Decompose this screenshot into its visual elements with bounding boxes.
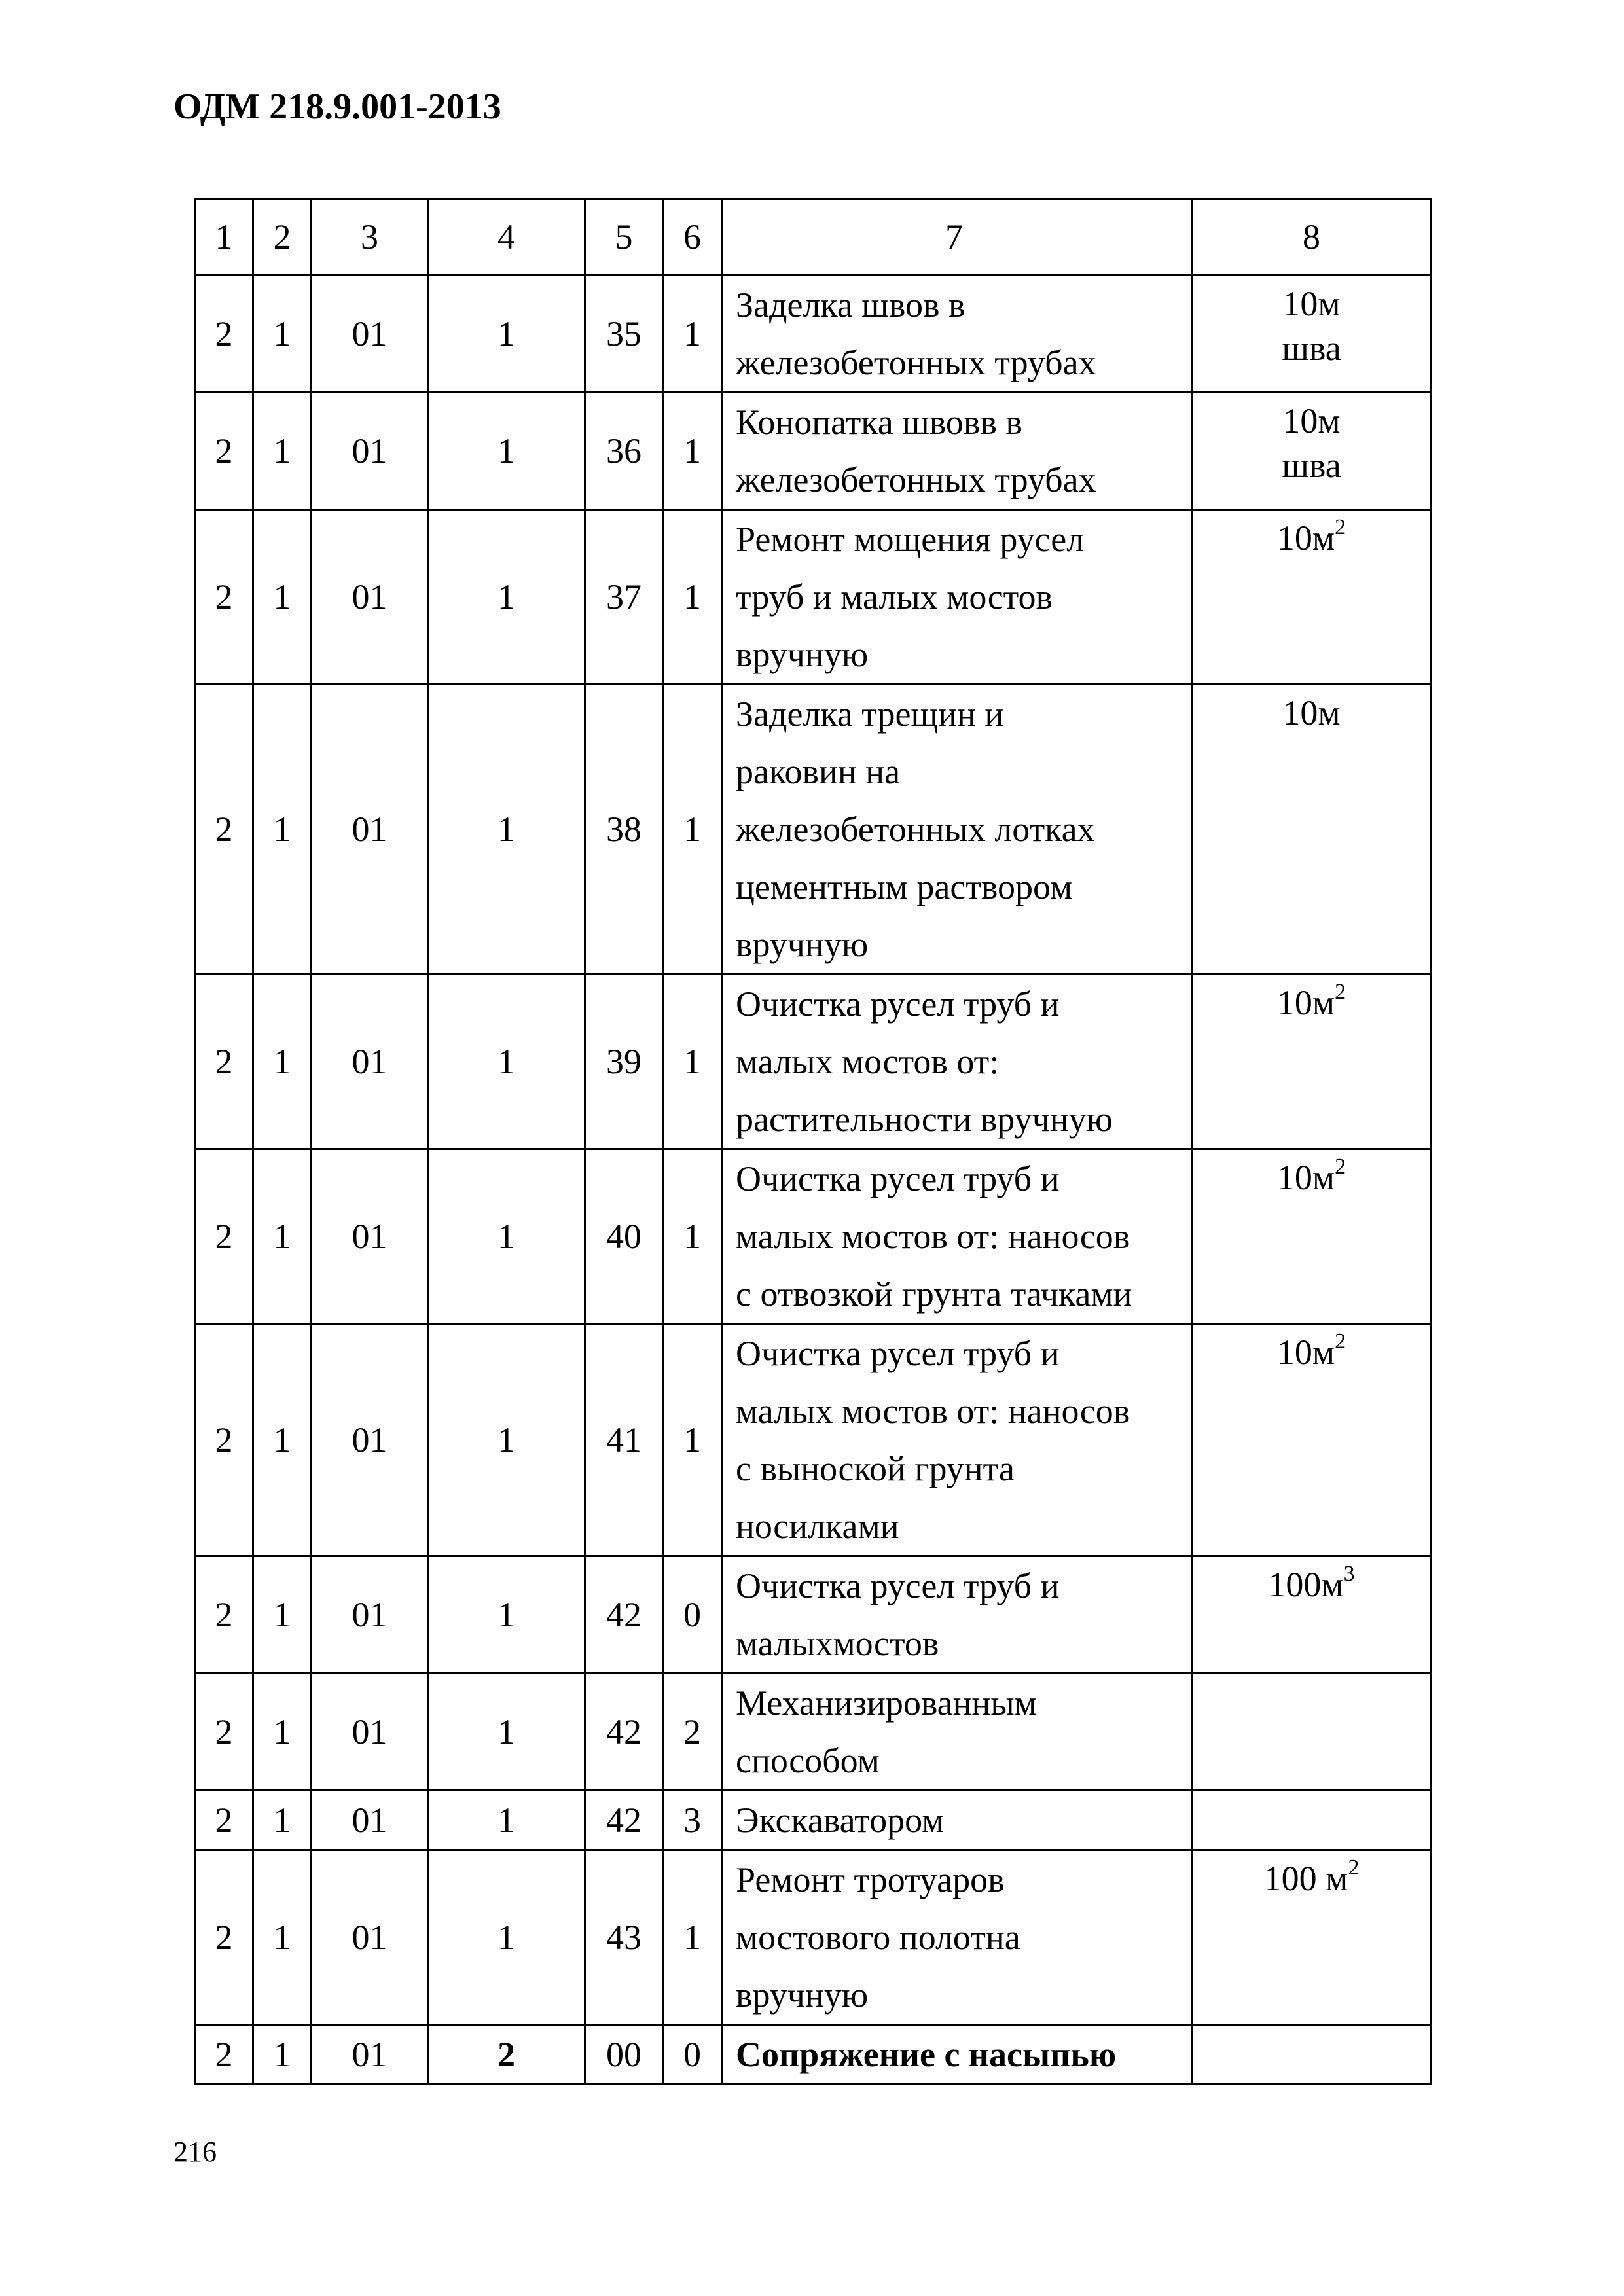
cell-col-2: 1 <box>253 1556 312 1674</box>
cell-col-6: 1 <box>663 1149 722 1324</box>
cell-col-3: 01 <box>312 975 428 1149</box>
cell-col-5: 42 <box>585 1556 663 1674</box>
cell-col-4: 1 <box>428 1556 585 1674</box>
cell-col-5: 38 <box>585 685 663 975</box>
header-cell-2: 2 <box>253 199 312 276</box>
cell-col-2: 1 <box>253 510 312 685</box>
description-line: железобетонных трубах <box>736 343 1096 382</box>
cell-description <box>722 393 1192 510</box>
cell-col-4: 1 <box>428 393 585 510</box>
cell-col-4: 2 <box>428 2025 585 2085</box>
cell-col-3: 01 <box>312 1149 428 1324</box>
description-line: Конопатка швовв в <box>736 403 1022 442</box>
description-line: с выноской грунта <box>736 1449 1015 1488</box>
cell-col-5: 42 <box>585 1791 663 1850</box>
unit-exponent: 2 <box>1335 980 1346 1004</box>
cell-col-1: 2 <box>195 510 253 685</box>
cell-col-1: 2 <box>195 685 253 975</box>
cell-description <box>722 975 1192 1149</box>
cell-unit <box>1192 1324 1432 1556</box>
description-line: железобетонных трубах <box>736 460 1096 499</box>
cell-col-6: 3 <box>663 1791 722 1850</box>
description-line: Очистка русел труб и <box>736 1566 1060 1605</box>
cell-col-1: 2 <box>195 975 253 1149</box>
description-line: Механизированным <box>736 1683 1037 1723</box>
description-line: носилками <box>736 1507 899 1546</box>
cell-col-2: 1 <box>253 1791 312 1850</box>
header-cell-5: 5 <box>585 199 663 276</box>
unit-exponent: 2 <box>1335 1329 1346 1354</box>
description-line: Сопряжение с насыпью <box>736 2035 1117 2074</box>
cell-col-3: 01 <box>312 1674 428 1791</box>
cell-col-4: 1 <box>428 1850 585 2025</box>
table-row <box>195 2025 1432 2085</box>
cell-col-3: 01 <box>312 1850 428 2025</box>
table-row <box>195 685 1432 975</box>
cell-col-3: 01 <box>312 1324 428 1556</box>
header-cell-3: 3 <box>312 199 428 276</box>
unit-base: 100 м <box>1263 1859 1348 1898</box>
cell-col-2: 1 <box>253 1674 312 1791</box>
cell-description <box>722 1791 1192 1850</box>
table-row <box>195 276 1432 393</box>
header-cell-8: 8 <box>1192 199 1432 276</box>
cell-col-4: 1 <box>428 510 585 685</box>
cell-unit <box>1192 1850 1432 2025</box>
table-row <box>195 1324 1432 1556</box>
description-line: малых мостов от: наносов <box>736 1391 1130 1431</box>
unit-exponent: 2 <box>1348 1856 1360 1880</box>
cell-col-1: 2 <box>195 1556 253 1674</box>
header-cell-1: 1 <box>195 199 253 276</box>
description-line: Экскаватором <box>736 1801 945 1840</box>
table-row <box>195 393 1432 510</box>
cell-col-5: 00 <box>585 2025 663 2085</box>
cell-col-6: 1 <box>663 1850 722 2025</box>
cell-description <box>722 2025 1192 2085</box>
cell-description <box>722 685 1192 975</box>
description-line: железобетонных лотках <box>736 810 1095 849</box>
cell-col-1: 2 <box>195 1324 253 1556</box>
table-row <box>195 975 1432 1149</box>
unit-exponent: 2 <box>1335 1155 1346 1179</box>
cell-description <box>722 1324 1192 1556</box>
cell-col-5: 36 <box>585 393 663 510</box>
cell-col-6: 2 <box>663 1674 722 1791</box>
cell-col-3: 01 <box>312 685 428 975</box>
cell-col-6: 1 <box>663 1324 722 1556</box>
cell-col-4: 1 <box>428 1674 585 1791</box>
cell-col-3: 01 <box>312 510 428 685</box>
cell-unit <box>1192 510 1432 685</box>
cell-col-3: 01 <box>312 393 428 510</box>
cell-unit <box>1192 1674 1432 1791</box>
unit-base: 10м <box>1276 983 1335 1022</box>
unit-line <box>1193 516 1430 560</box>
cell-col-1: 2 <box>195 2025 253 2085</box>
unit-exponent: 2 <box>1335 515 1346 539</box>
cell-col-2: 1 <box>253 276 312 393</box>
unit-line <box>1193 1562 1430 1607</box>
cell-unit <box>1192 2025 1432 2085</box>
cell-unit <box>1192 1149 1432 1324</box>
cell-col-1: 2 <box>195 393 253 510</box>
unit-line <box>1193 1155 1430 1200</box>
description-line: с отвозкой грунта тачками <box>736 1274 1132 1314</box>
table-row <box>195 1850 1432 2025</box>
description-line: вручную <box>736 925 869 964</box>
cell-col-2: 1 <box>253 1149 312 1324</box>
cell-col-4: 1 <box>428 1791 585 1850</box>
cell-description <box>722 510 1192 685</box>
unit-line: 10м <box>1282 284 1341 323</box>
description-line: цементным раствором <box>736 867 1073 906</box>
cell-col-2: 1 <box>253 2025 312 2085</box>
cell-unit <box>1192 393 1432 510</box>
table-header-row <box>195 199 1432 276</box>
description-line: труб и малых мостов <box>736 577 1053 617</box>
cell-col-2: 1 <box>253 393 312 510</box>
description-line: вручную <box>736 1975 869 2015</box>
cell-col-4: 1 <box>428 685 585 975</box>
cell-col-4: 1 <box>428 1149 585 1324</box>
cell-col-6: 0 <box>663 2025 722 2085</box>
table-row <box>195 1674 1432 1791</box>
cell-col-5: 41 <box>585 1324 663 1556</box>
cell-col-1: 2 <box>195 1791 253 1850</box>
unit-line <box>1193 980 1430 1025</box>
cell-unit <box>1192 1791 1432 1850</box>
cell-col-5: 35 <box>585 276 663 393</box>
cell-col-5: 40 <box>585 1149 663 1324</box>
cell-col-6: 0 <box>663 1556 722 1674</box>
cell-col-6: 1 <box>663 510 722 685</box>
document-header: ОДМ 218.9.001-2013 <box>173 86 501 127</box>
cell-col-1: 2 <box>195 1850 253 2025</box>
unit-base: 100м <box>1268 1565 1344 1604</box>
unit-line <box>1193 1330 1430 1374</box>
cell-col-5: 39 <box>585 975 663 1149</box>
cell-col-5: 37 <box>585 510 663 685</box>
header-cell-7: 7 <box>722 199 1192 276</box>
cell-description <box>722 276 1192 393</box>
cell-col-3: 01 <box>312 1556 428 1674</box>
cell-col-4: 1 <box>428 1324 585 1556</box>
unit-line: шва <box>1282 329 1341 368</box>
unit-line <box>1193 1856 1430 1901</box>
cell-col-4: 1 <box>428 276 585 393</box>
unit-line: 10м <box>1282 401 1341 440</box>
table-row <box>195 1556 1432 1674</box>
cell-col-2: 1 <box>253 685 312 975</box>
cell-unit <box>1192 685 1432 975</box>
cell-unit <box>1192 975 1432 1149</box>
description-line: малых мостов от: наносов <box>736 1217 1130 1256</box>
cell-col-1: 2 <box>195 276 253 393</box>
cell-col-2: 1 <box>253 975 312 1149</box>
unit-base: 10м <box>1276 1333 1335 1372</box>
unit-line: шва <box>1282 446 1341 485</box>
description-line: малыхмостов <box>736 1624 939 1663</box>
description-line: способом <box>736 1741 880 1780</box>
description-line: мостового полотна <box>736 1918 1020 1957</box>
unit-exponent: 3 <box>1343 1562 1355 1586</box>
header-cell-4: 4 <box>428 199 585 276</box>
cell-unit <box>1192 1556 1432 1674</box>
unit-base: 10м <box>1276 518 1335 558</box>
cell-description <box>722 1556 1192 1674</box>
description-line: Очистка русел труб и <box>736 1334 1060 1373</box>
description-line: Очистка русел труб и <box>736 1159 1060 1198</box>
cell-description <box>722 1674 1192 1791</box>
cell-col-3: 01 <box>312 2025 428 2085</box>
cell-description <box>722 1149 1192 1324</box>
description-line: вручную <box>736 635 869 674</box>
cell-col-1: 2 <box>195 1674 253 1791</box>
description-line: Заделка трещин и <box>736 694 1004 734</box>
description-line: Ремонт мощения русел <box>736 520 1085 559</box>
description-line: малых мостов от: <box>736 1042 1000 1081</box>
unit-line: 10м <box>1282 693 1341 732</box>
description-line: Ремонт тротуаров <box>736 1860 1005 1899</box>
description-line: раковин на <box>736 752 901 791</box>
description-line: растительности вручную <box>736 1100 1113 1139</box>
cell-col-6: 1 <box>663 276 722 393</box>
table-row <box>195 1791 1432 1850</box>
cell-col-2: 1 <box>253 1324 312 1556</box>
cell-col-3: 01 <box>312 276 428 393</box>
cell-col-4: 1 <box>428 975 585 1149</box>
table-row <box>195 510 1432 685</box>
description-line: Заделка швов в <box>736 285 965 325</box>
classification-table <box>194 198 1432 2085</box>
header-cell-6: 6 <box>663 199 722 276</box>
cell-col-3: 01 <box>312 1791 428 1850</box>
cell-col-6: 1 <box>663 975 722 1149</box>
cell-col-5: 43 <box>585 1850 663 2025</box>
cell-col-6: 1 <box>663 393 722 510</box>
cell-unit <box>1192 276 1432 393</box>
cell-col-5: 42 <box>585 1674 663 1791</box>
table-body <box>195 199 1432 2085</box>
cell-col-1: 2 <box>195 1149 253 1324</box>
cell-col-6: 1 <box>663 685 722 975</box>
description-line: Очистка русел труб и <box>736 984 1060 1024</box>
table-row <box>195 1149 1432 1324</box>
page-number: 216 <box>173 2136 217 2168</box>
unit-base: 10м <box>1276 1158 1335 1197</box>
cell-col-2: 1 <box>253 1850 312 2025</box>
cell-description <box>722 1850 1192 2025</box>
